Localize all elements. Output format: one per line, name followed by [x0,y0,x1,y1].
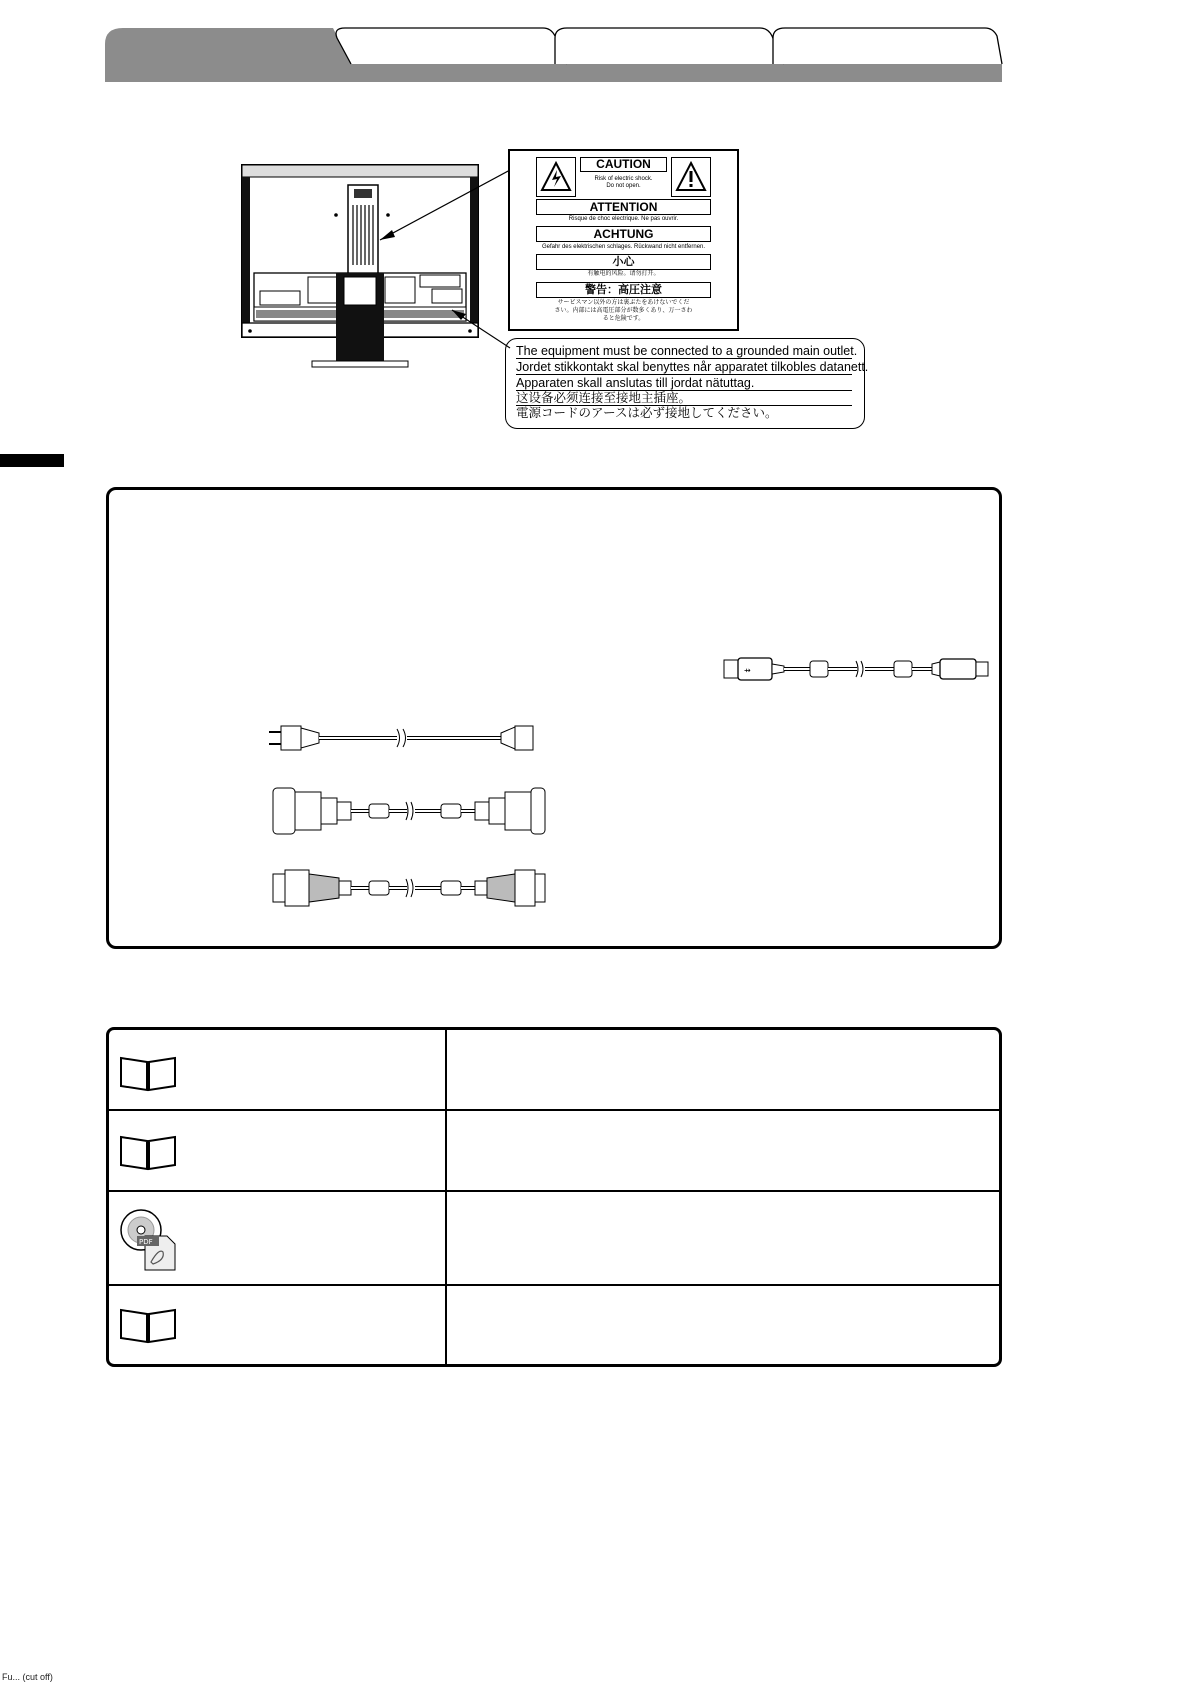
attention-title: ATTENTION [536,199,711,215]
tab-3 [555,28,784,64]
achtung-text: Gefahr des elektrischen schlages. Rückwand nicht entfernen. [541,244,706,250]
power-cord-illustration [269,723,539,753]
svg-text:PDF: PDF [139,1238,153,1246]
manuals-table [106,1027,1002,1367]
caution-text-1: Risk of electric shock. [594,176,653,182]
caution-title: CAUTION [580,157,667,172]
caution-text-2: Do not open. [606,183,641,189]
tab-2 [336,28,567,64]
electric-shock-icon [536,157,576,197]
dvi-cable-illustration [269,784,549,840]
book-icon [119,1131,177,1171]
grounding-line: Apparaten skall anslutas till jordat nätuttag. [516,376,852,391]
keikoku-text-3: ると危険です。 [602,316,645,322]
grounding-line: The equipment must be connected to a grounded main outlet. [516,344,858,358]
footer-text: Fu... (cut off) [2,1672,53,1682]
header-tab-strip [105,26,1005,82]
table-row [109,1284,999,1364]
keikoku-text-1: サービスマン以外の方は裏ぶたをあけないでくだ [557,300,690,306]
warning-triangle-icon [671,157,711,197]
grounding-line: 電源コードのアースは必ず接地してください。 [516,406,778,420]
keikoku-title: 警告：高圧注意 [536,282,711,298]
table-row [109,1109,999,1192]
book-icon [119,1304,177,1344]
tab-4 [773,28,1002,64]
tab-1 [105,28,351,64]
usb-cable-illustration [722,656,992,684]
caution-label [508,149,739,331]
svg-text:⇸: ⇸ [744,666,751,675]
xiaoxin-text: 有触电的风险。请勿打开。 [587,271,660,277]
achtung-title: ACHTUNG [536,226,711,242]
grounding-line: Jordet stikkontakt skal benyttes når apparatet tilkobles datanett. [516,360,869,374]
table-row [109,1030,999,1111]
xiaoxin-title: 小心 [536,254,711,270]
attention-text: Risque de choc electrique. Ne pas ouvrir. [568,216,679,222]
side-thumb-mark [0,454,64,467]
table-row [109,1190,999,1286]
cd-rom-pdf-icon [119,1204,179,1272]
vga-cable-illustration [269,866,549,910]
grounding-line: 这设备必须连接至接地主插座。 [516,391,852,406]
keikoku-text-2: さい。内部には高電圧部分が数多くあり、万一さわ [554,308,693,314]
book-icon [119,1052,177,1092]
pointer-arrows [370,160,530,360]
package-contents-box [106,487,1002,949]
grounding-notice [505,338,869,429]
